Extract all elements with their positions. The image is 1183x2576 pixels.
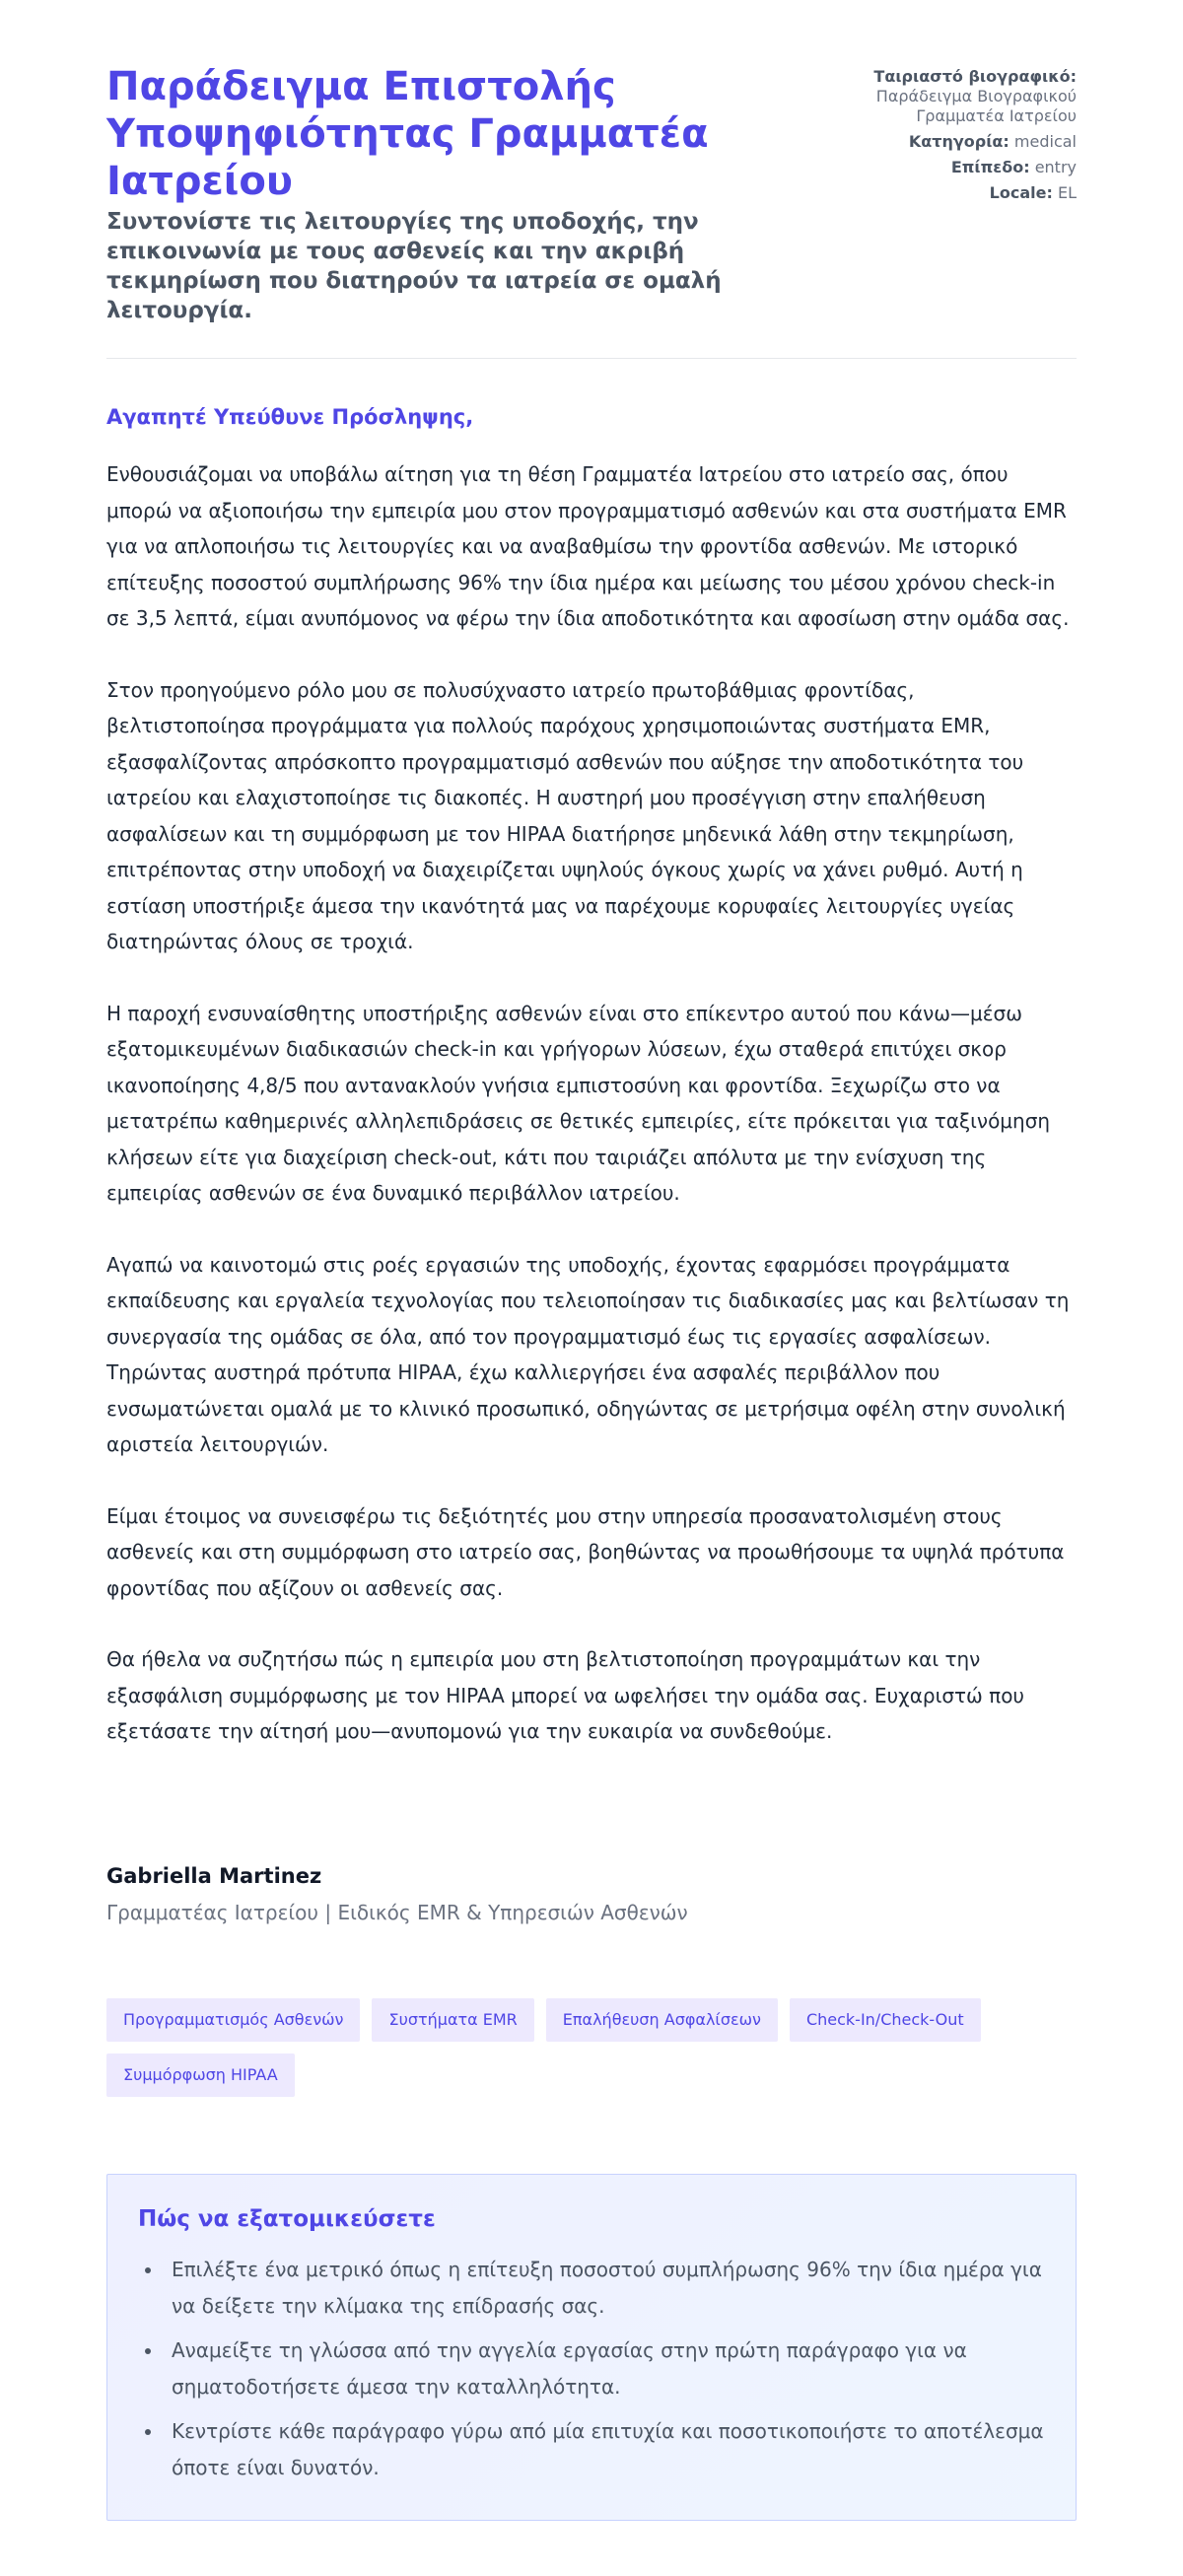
- skill-tag: Συστήματα EMR: [372, 1998, 533, 2042]
- letter-paragraph: Η παροχή ενσυναίσθητης υποστήριξης ασθενών είναι στο επίκεντρο αυτού που κάνω—μέσω εξατομικευμένων διαδικασιών check-in και γρήγορων λύσεων, έχω σταθερά επιτύχει σκορ ικανοποίησης 4,8/5 που αντανακλούν γνήσια εμπιστοσύνη και φροντίδα. Ξεχωρίζω στο να μετατρέπω καθημερινές αλληλεπιδράσεις σε θετικές εμπειρίες, είτε πρόκειται για ταξινόμηση κλήσεων είτε για διαχείριση check-out, κάτι που ταιριάζει απόλυτα με την ενίσχυση της εμπειρίας ασθενών σε ένα δυναμικό περιβάλλον ιατρείου.: [106, 1001, 1051, 1205]
- header-divider: [106, 358, 1077, 359]
- skill-tag: Επαλήθευση Ασφαλίσεων: [546, 1998, 778, 2042]
- page-header: [106, 0, 1077, 323]
- meta-locale-value: EL: [1057, 183, 1077, 202]
- customization-tips-box: [106, 2174, 1077, 2521]
- tips-title: Πώς να εξατομικεύσετε: [138, 2206, 436, 2232]
- letter-paragraph: Θα ήθελα να συζητήσω πώς η εμπειρία μου στη βελτιστοποίηση προγραμμάτων και την εξασφάλιση συμμόρφωσης με τον HIPAA μπορεί να ωφελήσει την ομάδα σας. Ευχαριστώ που εξετάσατε την αίτησή μου—ανυπομονώ για την ευκαιρία να συνδεθούμε.: [106, 1647, 1025, 1743]
- meta-category: [850, 132, 1077, 152]
- skill-tags: [106, 1998, 1077, 2097]
- meta-category-label: Κατηγορία:: [908, 132, 1009, 151]
- salutation: Αγαπητέ Υπεύθυνε Πρόσληψης,: [106, 405, 474, 429]
- meta-panel: [850, 67, 1077, 209]
- skill-tag: Check-In/Check-Out: [790, 1998, 981, 2042]
- signature-name: Gabriella Martinez: [106, 1864, 322, 1888]
- skill-tag: Συμμόρφωση HIPAA: [106, 2054, 295, 2097]
- meta-resume-label: Ταιριαστό βιογραφικό:: [873, 67, 1077, 86]
- meta-resume-value: Παράδειγμα Βιογραφικού Γραμματέα Ιατρείου: [875, 87, 1077, 125]
- letter-body: [106, 402, 1077, 1785]
- tip-item: • Αναμείξτε τη γλώσσα από την αγγελία εργασίας στην πρώτη παράγραφο για να σηματοδοτήσετε άμεσα την καταλληλότητα.: [164, 2332, 1045, 2405]
- page-title: Παράδειγμα Επιστολής Υποψηφιότητας Γραμματέα Ιατρείου: [106, 64, 709, 204]
- meta-resume: [850, 67, 1077, 126]
- meta-level-label: Επίπεδο:: [950, 158, 1030, 176]
- meta-category-value: medical: [1013, 132, 1077, 151]
- letter-paragraph: Ενθουσιάζομαι να υποβάλω αίτηση για τη θέση Γραμματέα Ιατρείου στο ιατρείο σας, όπου μπορώ να αξιοποιήσω την εμπειρία μου στον προγραμματισμό ασθενών και στα συστήματα EMR για να απλοποιήσω τις λειτουργίες και να αναβαθμίσω την φροντίδα ασθενών. Με ιστορικό επίτευξης ποσοστού συμπλήρωσης 96% την ίδια ημέρα και μείωσης του μέσου χρόνου check-in σε 3,5 λεπτά, είμαι ανυπόμονος να φέρω την ίδια αποδοτικότητα και αφοσίωση στην ομάδα σας.: [106, 462, 1070, 630]
- tip-item: • Κεντρίστε κάθε παράγραφο γύρω από μία επιτυχία και ποσοτικοποιήστε το αποτέλεσμα όποτε είναι δυνατόν.: [164, 2413, 1045, 2486]
- letter-paragraph: Είμαι έτοιμος να συνεισφέρω τις δεξιότητές μου στην υπηρεσία προσανατολισμένη στους ασθενείς και στη συμμόρφωση στο ιατρείο σας, βοηθώντας να προωθήσουμε τα υψηλά πρότυπα φροντίδας που αξίζουν οι ασθενείς σας.: [106, 1503, 1065, 1600]
- letter-paragraph: Στον προηγούμενο ρόλο μου σε πολυσύχναστο ιατρείο πρωτοβάθμιας φροντίδας, βελτιστοποίησα προγράμματα για πολλούς παρόχους χρησιμοποιώντας συστήματα EMR, εξασφαλίζοντας απρόσκοπτο προγραμματισμό ασθενών που αύξησε την αποδοτικότητα του ιατρείου και ελαχιστοποίησε τις διακοπές. Η αυστηρή μου προσέγγιση στην επαλήθευση ασφαλίσεων και τη συμμόρφωση με τον HIPAA διατήρησε μηδενικά λάθη στην τεκμηρίωση, επιτρέποντας στην υποδοχή να διαχειρίζεται υψηλούς όγκους χωρίς να χάνει ρυθμό. Αυτή η εστίαση υποστήριξε άμεσα την ικανότητά μας να παρέχουμε κορυφαίες λειτουργίες υγείας διατηρώντας όλους σε τροχιά.: [106, 677, 1024, 953]
- meta-level: [850, 158, 1077, 177]
- tip-item: • Επιλέξτε ένα μετρικό όπως η επίτευξη ποσοστού συμπλήρωσης 96% την ίδια ημέρα για να δείξετε την κλίμακα της επίδρασής σας.: [164, 2252, 1045, 2325]
- letter-paragraph: Αγαπώ να καινοτομώ στις ροές εργασιών της υποδοχής, έχοντας εφαρμόσει προγράμματα εκπαίδευσης και εργαλεία τεχνολογίας που τελειοποίησαν τις διαδικασίες μας και βελτίωσαν τη συνεργασία της ομάδας σε όλα, από τον προγραμματισμό έως τις εργασίες ασφαλίσεων. Τηρώντας αυστηρά πρότυπα HIPAA, έχω καλλιεργήσει ένα ασφαλές περιβάλλον που ενσωματώνεται ομαλά με το κλινικό προσωπικό, οδηγώντας σε μετρήσιμα οφέλη στην συνολική αριστεία λειτουργιών.: [106, 1252, 1070, 1456]
- meta-locale-label: Locale:: [989, 183, 1053, 202]
- page-subtitle: Συντονίστε τις λειτουργίες της υποδοχής, την επικοινωνία με τους ασθενείς και την ακριβή τεκμηρίωση που διατηρούν τα ιατρεία σε ομαλή λειτουργία.: [106, 209, 722, 323]
- signature-role: Γραμματέας Ιατρείου | Ειδικός EMR & Υπηρεσιών Ασθενών: [106, 1901, 688, 1924]
- meta-level-value: entry: [1034, 158, 1077, 176]
- tips-list: [138, 2252, 1045, 2486]
- skill-tag: Προγραμματισμός Ασθενών: [106, 1998, 360, 2042]
- meta-locale: [850, 183, 1077, 203]
